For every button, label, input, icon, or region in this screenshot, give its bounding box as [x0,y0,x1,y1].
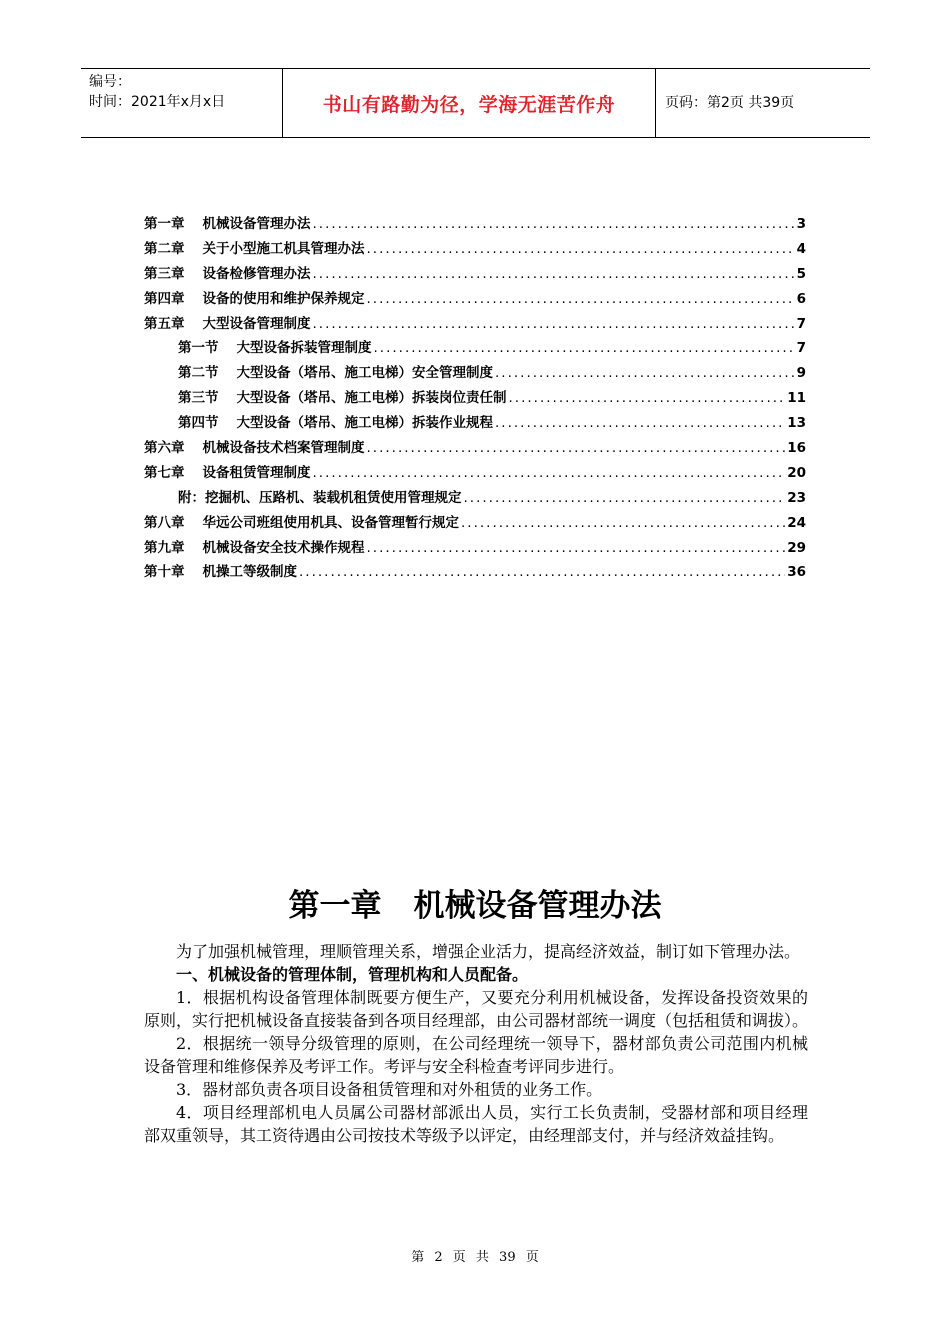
toc-entry-label: 第五章 [144,315,185,332]
chapter-name: 机械设备管理办法 [413,888,662,924]
header-meta [89,72,279,112]
toc-entry[interactable] [144,237,806,262]
document-time-label: 时间：2021年x月x日 [89,94,226,110]
toc-entry-title: 设备的使用和维护保养规定 [202,290,365,307]
toc-entry-label: 第六章 [144,440,185,457]
toc-entry-label: 第七章 [144,464,185,481]
body-paragraph: 2．根据统一领导分级管理的原则，在公司经理统一领导下，器材部负责公司范围内机械设备管理和维修保养及考评工作。考评与安全科检查考评同步进行。 [144,1034,808,1076]
toc-entry[interactable] [144,287,806,312]
toc-entry-label: 第四章 [144,290,185,307]
document-number-label: 编号： [89,74,131,90]
toc-entry-page: 11 [787,390,806,407]
toc-entry-title: 大型设备（塔吊、施工电梯）拆装岗位责任制 [236,390,507,407]
toc-entry[interactable] [144,312,806,337]
page-footer: 第 2 页 共 39 页 [411,1250,539,1265]
toc-leader-dots [367,241,795,257]
body-paragraph: 4．项目经理部机电人员属公司器材部派出人员，实行工长负责制，受器材部和项目经理部双重领导，其工资待遇由公司按技术等级予以评定，由经理部支付，并与经济效益挂钩。 [144,1103,808,1145]
toc-entry-page: 24 [787,514,806,531]
toc-entry-page: 16 [787,440,806,457]
toc-entry-title: 设备租赁管理制度 [202,464,311,481]
chapter-title [0,880,950,925]
toc-entry-label: 第一节 [178,340,219,357]
body-paragraph: 3．器材部负责各项目设备租赁管理和对外租赁的业务工作。 [176,1080,603,1099]
toc-entry-title: 大型设备拆装管理制度 [236,340,372,357]
toc-entry[interactable] [144,511,806,536]
toc-entry-title: 附：挖掘机、压路机、装载机租赁使用管理规定 [178,489,462,506]
toc-leader-dots [495,365,795,381]
toc-leader-dots [367,291,795,307]
toc-entry-page: 7 [796,340,806,357]
toc-entry-page: 36 [787,564,806,581]
chapter-label: 第一章 [288,888,382,924]
toc-entry-label: 第一章 [144,216,185,232]
toc-leader-dots [313,316,795,332]
toc-entry-page: 6 [796,290,806,307]
section-heading: 一、机械设备的管理体制，管理机构和人员配备。 [176,965,529,984]
toc-entry[interactable] [144,436,806,461]
toc-leader-dots [461,515,785,531]
toc-entry-title: 机械设备技术档案管理制度 [202,440,365,457]
toc-entry-label: 第九章 [144,539,185,556]
toc-entry[interactable] [144,560,806,585]
toc-entry[interactable] [144,262,806,287]
toc-leader-dots [313,266,795,282]
chapter-body [144,940,808,1147]
toc-entry-page: 3 [796,216,806,232]
toc-entry-title: 大型设备（塔吊、施工电梯）拆装作业规程 [236,415,493,432]
toc-leader-dots [313,465,786,481]
toc-entry-label: 第二节 [178,365,219,382]
toc-entry[interactable] [144,361,806,386]
table-of-contents [144,212,806,585]
toc-entry-page: 7 [796,315,806,332]
toc-entry-title: 机械设备安全技术操作规程 [202,539,365,556]
toc-entry-page: 4 [796,240,806,257]
toc-entry-title: 关于小型施工机具管理办法 [202,240,365,257]
toc-entry-page: 20 [787,464,806,481]
toc-entry-label: 第三章 [144,265,185,282]
toc-entry-label: 第二章 [144,240,185,257]
header-divider [655,69,656,137]
toc-leader-dots [374,340,795,356]
toc-entry-label: 第十章 [144,564,185,581]
toc-leader-dots [313,216,795,232]
toc-leader-dots [509,390,786,406]
toc-entry[interactable] [144,461,806,486]
toc-entry-title: 大型设备（塔吊、施工电梯）安全管理制度 [236,365,493,382]
toc-entry[interactable] [144,411,806,436]
toc-entry[interactable] [144,212,806,237]
toc-entry-title: 机操工等级制度 [202,564,297,581]
toc-entry-page: 29 [787,539,806,556]
header-motto: 书山有路勤为径，学海无涯苦作舟 [322,93,616,116]
toc-entry[interactable] [144,486,806,511]
toc-entry-page: 13 [787,415,806,432]
toc-entry[interactable] [144,386,806,411]
toc-entry-label: 第八章 [144,514,185,531]
toc-entry-label: 第三节 [178,390,219,407]
toc-entry-page: 23 [787,489,806,506]
toc-entry[interactable] [144,536,806,561]
header-page-label: 页码：第2页 共39页 [665,95,795,111]
intro-paragraph: 为了加强机械管理，理顺管理关系，增强企业活力，提高经济效益，制订如下管理办法。 [176,942,801,961]
toc-leader-dots [464,490,786,506]
toc-entry-label: 第四节 [178,415,219,432]
toc-entry-page: 9 [796,365,806,382]
toc-entry-title: 设备检修管理办法 [202,265,311,282]
toc-entry-title: 大型设备管理制度 [202,315,311,332]
toc-leader-dots [367,440,786,456]
page-header [81,68,870,138]
toc-entry-page: 5 [796,265,806,282]
toc-entry[interactable] [144,336,806,361]
toc-leader-dots [299,564,785,580]
toc-leader-dots [495,415,785,431]
body-paragraph: 1．根据机构设备管理体制既要方便生产，又要充分利用机械设备，发挥设备投资效果的原则，实行把机械设备直接装备到各项目经理部，由公司器材部统一调度（包括租赁和调拔）。 [144,988,809,1030]
toc-leader-dots [367,540,786,556]
toc-entry-title: 华远公司班组使用机具、设备管理暂行规定 [202,514,459,531]
toc-entry-title: 机械设备管理办法 [202,216,311,232]
